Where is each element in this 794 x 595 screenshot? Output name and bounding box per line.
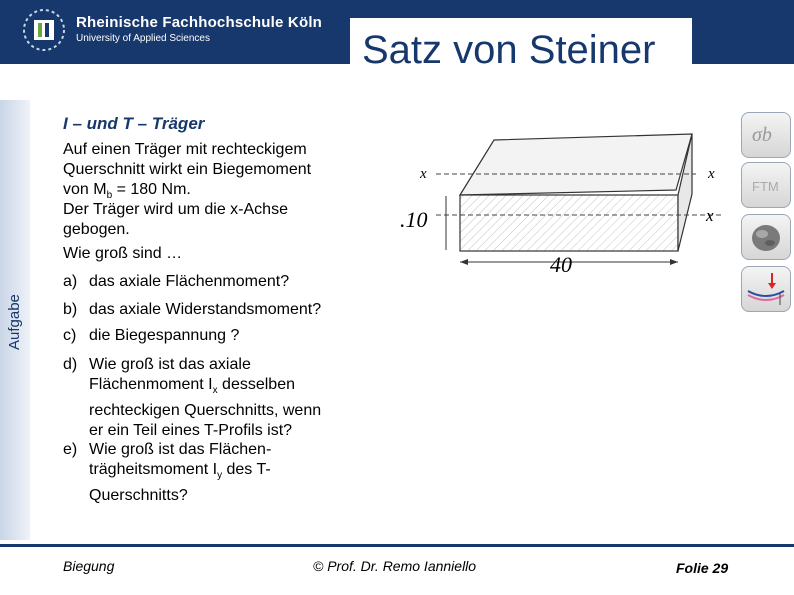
question-line: Wie groß sind … xyxy=(63,245,183,262)
axis-label-left: x xyxy=(420,166,427,182)
svg-text:σb: σb xyxy=(752,124,772,146)
beam-cross-section-diagram xyxy=(396,110,736,280)
beam-bending-icon[interactable] xyxy=(741,266,791,312)
beam-front-face xyxy=(460,195,678,251)
svg-text:FTM: FTM xyxy=(752,179,779,194)
section-heading: I – und T – Träger xyxy=(63,114,205,133)
footer-page-number: Folie 29 xyxy=(676,560,729,576)
footer-left: Biegung xyxy=(63,558,115,574)
university-name: Rheinische Fachhochschule Köln xyxy=(76,14,323,31)
width-dimension-label: 40 xyxy=(550,252,572,277)
axis-label-right-top: x xyxy=(708,166,715,182)
intro-line-5: gebogen. xyxy=(63,221,130,238)
list-item-b: b) das axiale Widerstandsmoment? xyxy=(63,301,322,318)
list-item-c: c) die Biegespannung ? xyxy=(63,327,240,344)
footer-line xyxy=(0,544,794,547)
university-subtitle: University of Applied Sciences xyxy=(76,33,210,44)
list-item-a: a) das axiale Flächenmoment? xyxy=(63,273,290,290)
height-dimension-label: .10 xyxy=(400,207,428,232)
intro-line-1: Auf einen Träger mit rechteckigem xyxy=(63,141,307,158)
footer-center: © Prof. Dr. Remo Ianniello xyxy=(313,558,477,574)
university-logo-icon xyxy=(22,8,66,52)
intro-line-4: Der Träger wird um die x-Achse xyxy=(63,201,288,218)
list-item-e: e) Wie groß ist das Flächen- trägheitsmoment $I_y$ des T- Querschnitts? xyxy=(63,441,272,505)
beam-top-face xyxy=(460,134,692,195)
slide-title: Satz von Steiner xyxy=(362,28,656,72)
header xyxy=(0,0,794,100)
list-item-d: d) Wie groß ist das axiale Flächenmoment $I_x$ desselben rechteckigen Querschnitts, wenn er ein Teil eines T-Profils ist? xyxy=(63,356,322,440)
sigma-b-icon[interactable] xyxy=(741,112,791,158)
material-icon[interactable] xyxy=(741,214,791,260)
intro-line-3: von $M_b = 180$ Nm. xyxy=(63,181,191,202)
ftm-icon[interactable] xyxy=(741,162,791,208)
axis-label-right: x xyxy=(706,206,714,225)
intro-line-2: Querschnitt wirkt ein Biegemoment xyxy=(63,161,312,178)
side-label: Aufgabe xyxy=(6,294,23,350)
